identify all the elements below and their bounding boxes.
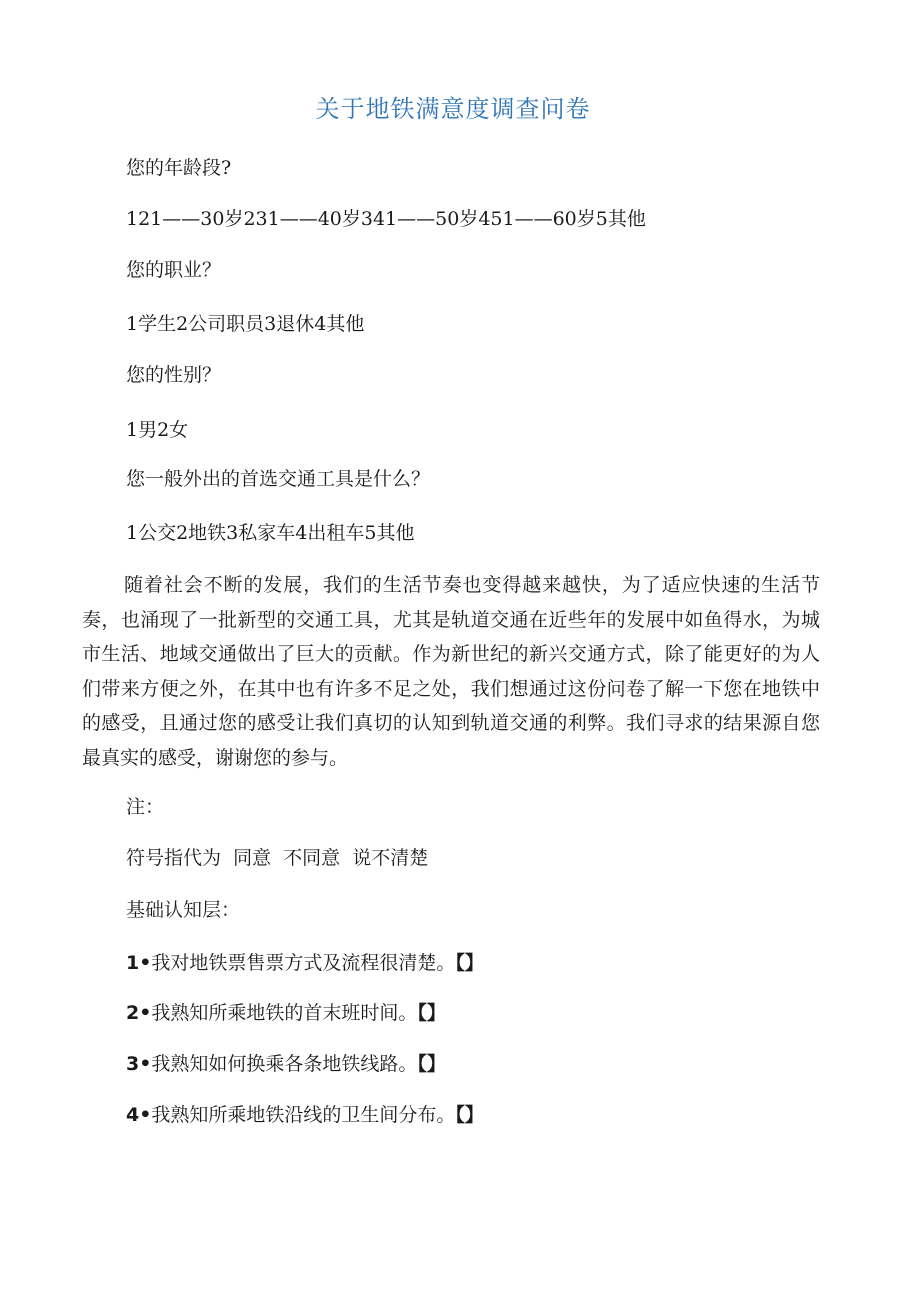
- item-text: 我熟知所乘地铁沿线的卫生间分布。: [151, 1104, 456, 1126]
- answer-bracket[interactable]: 【】: [455, 1104, 484, 1126]
- answer-gender-options: 1男2女: [126, 419, 189, 441]
- answer-occupation-options: 1学生2公司职员3退休4其他: [126, 313, 365, 335]
- question-occupation: 您的职业？: [126, 259, 222, 281]
- document-title: 关于地铁满意度调查问卷: [315, 95, 591, 123]
- item-number: 3•: [126, 1053, 152, 1075]
- item-number: 4•: [126, 1104, 152, 1126]
- answer-bracket[interactable]: 【】: [417, 1053, 446, 1075]
- item-number: 1•: [126, 952, 152, 974]
- answer-bracket[interactable]: 【】: [417, 1002, 446, 1024]
- item-text: 我熟知所乘地铁的首末班时间。: [151, 1002, 418, 1024]
- answer-transport-options: 1公交2地铁3私家车4出租车5其他: [126, 522, 415, 544]
- intro-paragraph: 随着社会不断的发展，我们的生活节奏也变得越来越快，为了适应快速的生活节奏，也涌现了一批新型的交通工具，尤其是轨道交通在近些年的发展中如鱼得水，为城市生活、地域交通做出了巨大的贡献。作为新世纪的新兴交通方式，除了能更好的为人们带来方便之外，在其中也有许多不足之处，我们想通过这份问卷了解一下您在地铁中的感受，且通过您的感受让我们真切的认知到轨道交通的利弊。我们寻求的结果源自您最真实的感受，谢谢您的参与。: [82, 574, 820, 769]
- survey-item-2: [126, 998, 446, 1028]
- question-age: 您的年龄段?: [126, 157, 232, 179]
- answer-bracket[interactable]: 【】: [455, 952, 484, 974]
- section-label: 基础认知层：: [126, 899, 241, 921]
- question-gender: 您的性别？: [126, 364, 222, 386]
- survey-item-4: [126, 1100, 484, 1130]
- item-number: 2•: [126, 1002, 152, 1024]
- note-label: 注：: [126, 796, 165, 818]
- symbol-note: 符号指代为 同意 不同意 说不清楚: [126, 847, 429, 869]
- item-text: 我熟知如何换乘各条地铁线路。: [151, 1053, 418, 1075]
- item-text: 我对地铁票售票方式及流程很清楚。: [151, 952, 456, 974]
- survey-item-1: [126, 948, 484, 978]
- question-transport: 您一般外出的首选交通工具是什么？: [126, 468, 431, 490]
- survey-item-3: [126, 1049, 446, 1079]
- answer-age-options: 121——30岁231——40岁341——50岁451——60岁5其他: [126, 208, 646, 230]
